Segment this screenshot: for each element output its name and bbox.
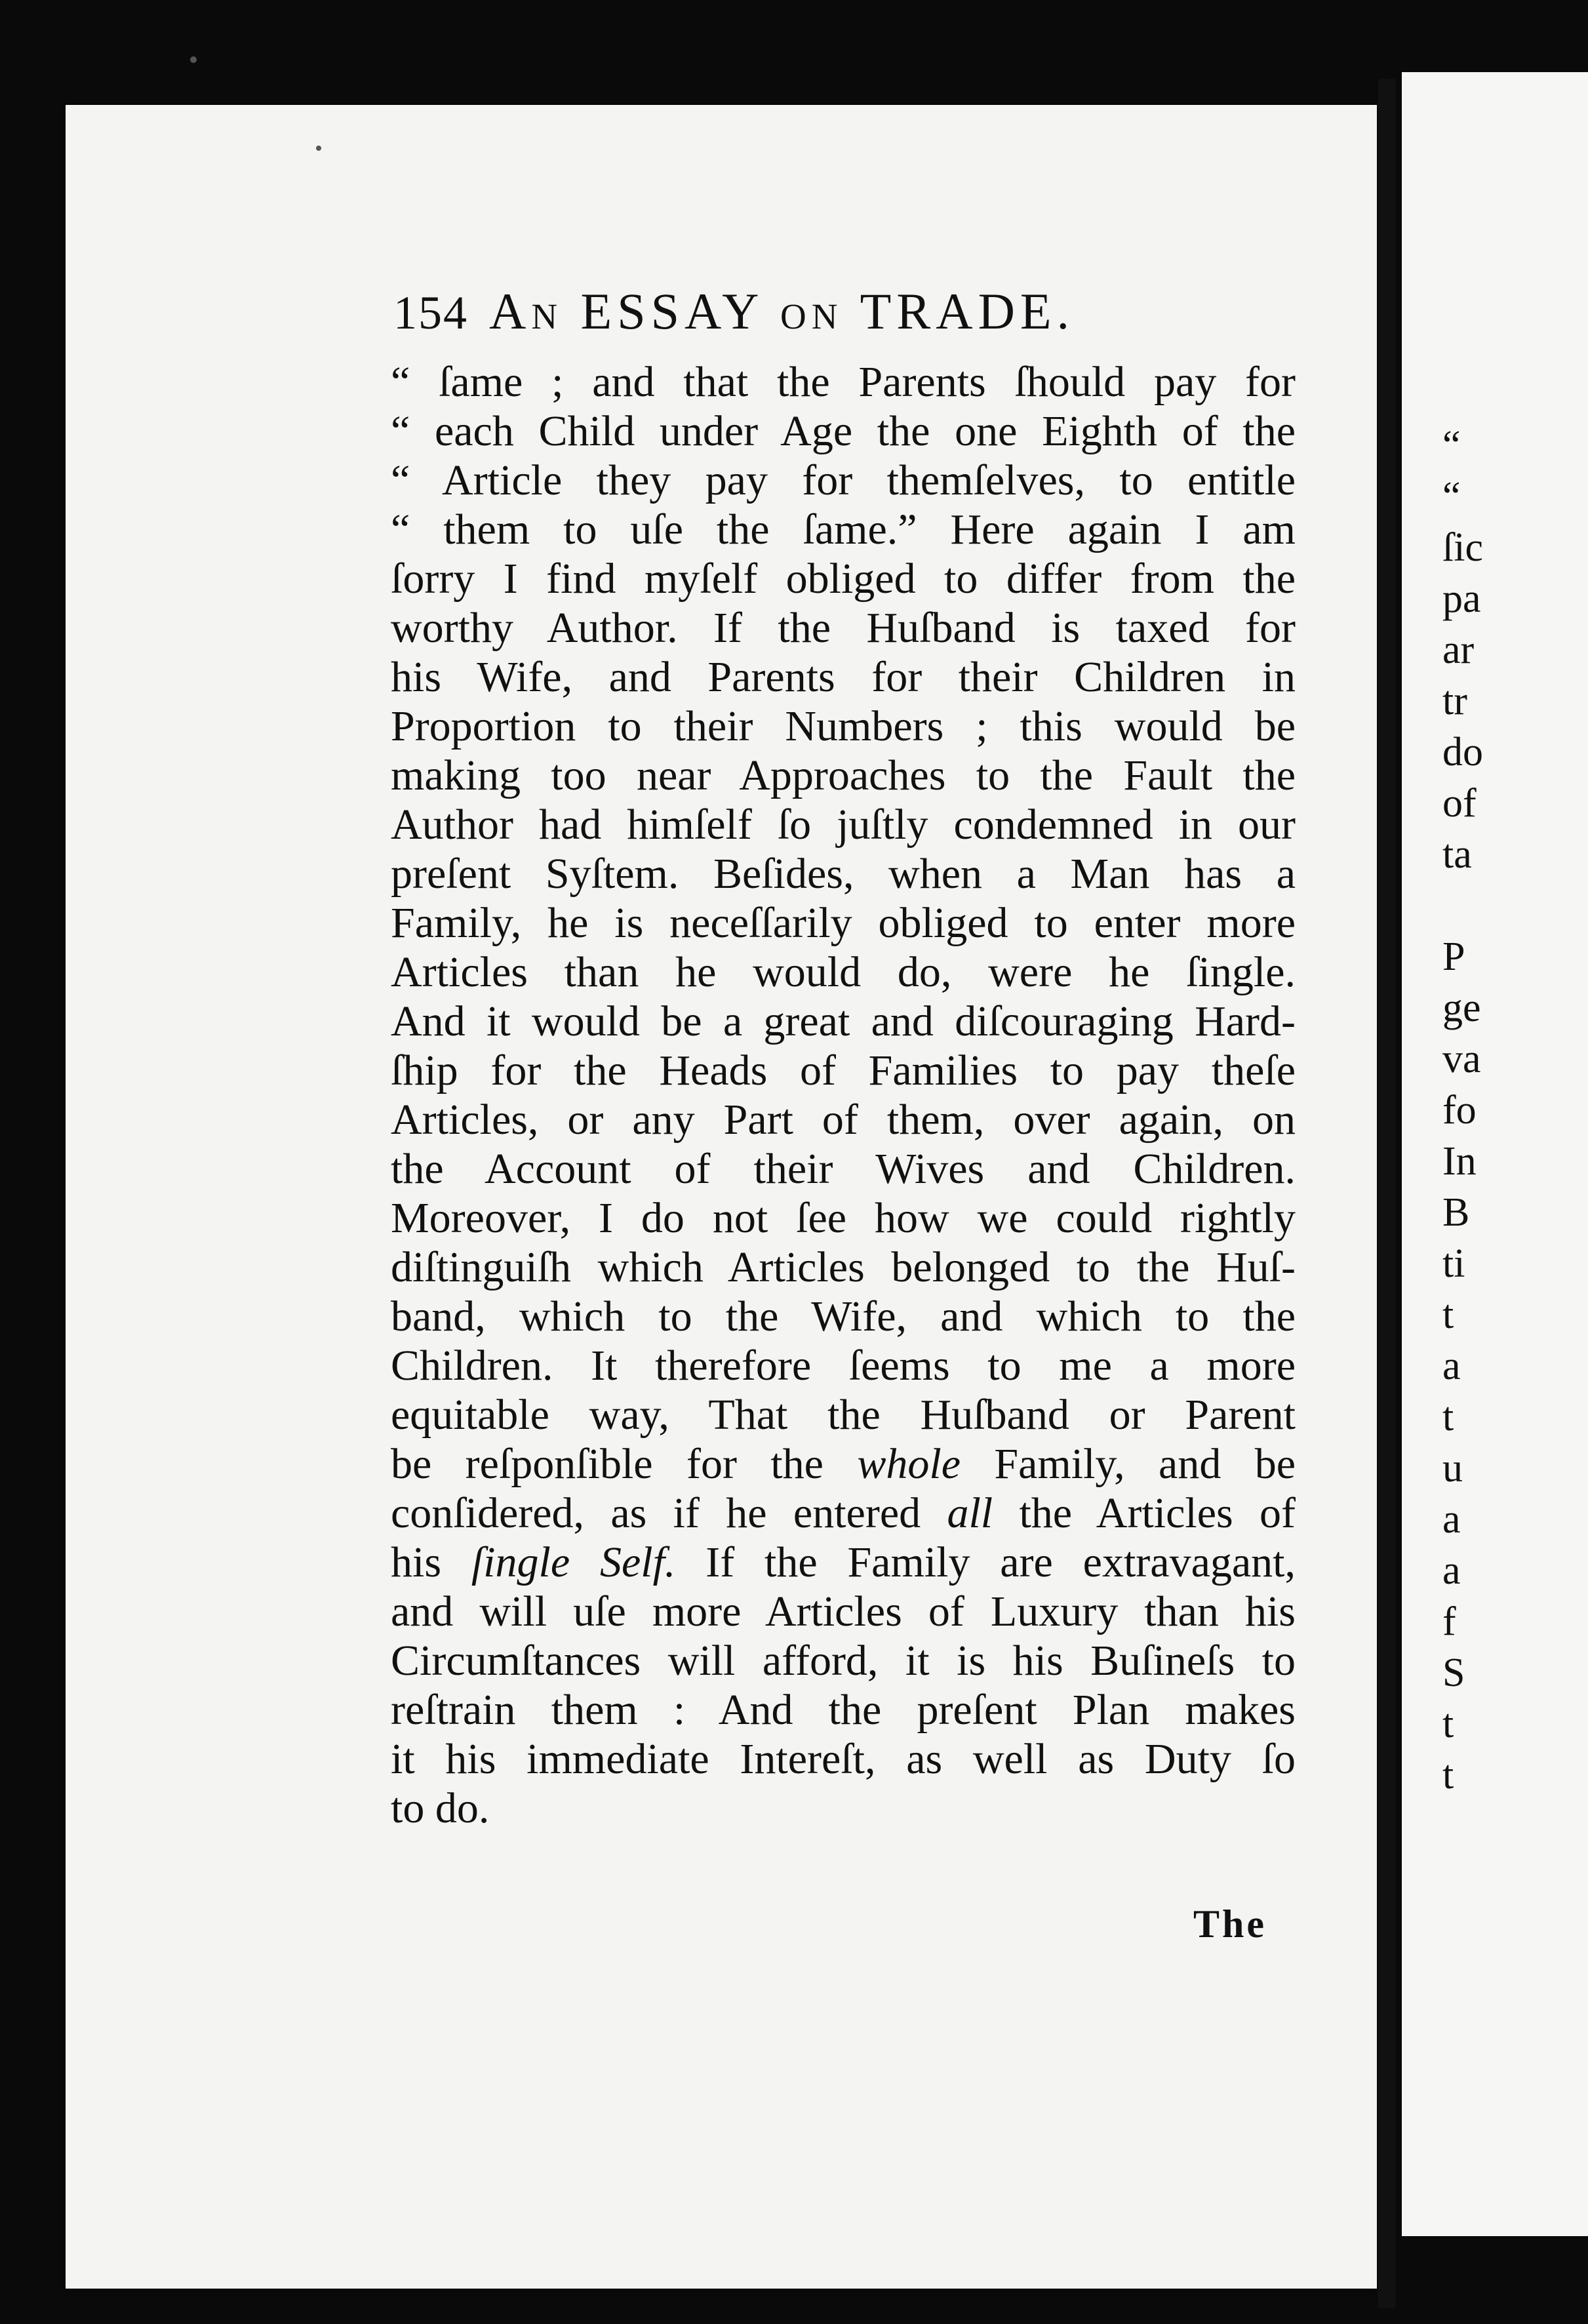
- text-line: making too near Approaches to the Fault the: [391, 751, 1296, 799]
- text-line: worthy Author. If the Huſband is taxed for: [391, 604, 1296, 652]
- running-head: [393, 282, 1311, 341]
- text-line: diſtinguiſh which Articles belonged to the Huſ-: [391, 1243, 1296, 1291]
- facing-page-fragment: “: [1442, 474, 1461, 519]
- facing-page-fragment: pa: [1442, 576, 1481, 621]
- text-line: his ſingle Self. If the Family are extravagant,: [391, 1538, 1296, 1586]
- facing-page-fragment: S: [1442, 1651, 1465, 1695]
- text-line: Author had himſelf ſo juſtly condemned in our: [391, 801, 1296, 849]
- catchword: The: [1193, 1902, 1267, 1946]
- text-line: his Wife, and Parents for their Children in: [391, 653, 1296, 701]
- text-line: it his immediate Intereſt, as well as Duty ſo: [391, 1735, 1296, 1783]
- facing-page-fragment: ge: [1442, 986, 1481, 1030]
- facing-page-fragment: ſic: [1442, 525, 1483, 570]
- text-line: “ ſame ; and that the Parents ſhould pay for: [391, 358, 1296, 406]
- text-line: Articles than he would do, were he ſingle.: [391, 948, 1296, 996]
- facing-page-fragment: t: [1442, 1753, 1454, 1797]
- text-line: Proportion to their Numbers ; this would be: [391, 702, 1296, 750]
- text-line: And it would be a great and diſcouraging Hard-: [391, 997, 1296, 1045]
- facing-page-fragment: a: [1442, 1497, 1461, 1542]
- facing-page-fragment: ti: [1442, 1241, 1465, 1286]
- text-line: ſhip for the Heads of Families to pay theſe: [391, 1047, 1296, 1094]
- facing-page-fragments: [1442, 420, 1588, 1801]
- facing-page-fragment: of: [1442, 781, 1477, 826]
- text-line: Circumſtances will afford, it is his Buſineſs to: [391, 1637, 1296, 1685]
- text-line: ſorry I find myſelf obliged to differ from the: [391, 555, 1296, 603]
- facing-page-fragment: B: [1442, 1190, 1470, 1235]
- text-line: conſidered, as if he entered all the Articles of: [391, 1489, 1296, 1537]
- facing-page-fragment: t: [1442, 1395, 1454, 1439]
- text-line: Articles, or any Part of them, over again, on: [391, 1096, 1296, 1144]
- facing-page-fragment: a: [1442, 1344, 1461, 1388]
- text-line: and will uſe more Articles of Luxury than his: [391, 1588, 1296, 1635]
- text-line: “ Article they pay for themſelves, to entitle: [391, 456, 1296, 504]
- facing-page-fragment: ar: [1442, 628, 1475, 672]
- text-line: Family, he is neceſſarily obliged to enter more: [391, 899, 1296, 947]
- text-line: “ each Child under Age the one Eighth of the: [391, 407, 1296, 455]
- facing-page-fragment: a: [1442, 1548, 1461, 1593]
- facing-page-fragment: t: [1442, 1702, 1454, 1746]
- text-line: Children. It therefore ſeems to me a more: [391, 1342, 1296, 1390]
- facing-page-fragment: f: [1442, 1599, 1456, 1644]
- text-line: “ them to uſe the ſame.” Here again I am: [391, 506, 1296, 553]
- text-line: preſent Syſtem. Beſides, when a Man has a: [391, 850, 1296, 898]
- running-title: An ESSAY on TRADE.: [489, 283, 1075, 340]
- text-line: Moreover, I do not ſee how we could rightly: [391, 1194, 1296, 1242]
- facing-page-fragment: fo: [1442, 1088, 1477, 1132]
- text-line: to do.: [391, 1784, 490, 1832]
- facing-page-fragment: va: [1442, 1037, 1481, 1081]
- facing-page-fragment: do: [1442, 730, 1483, 774]
- body-text: [391, 357, 1296, 1833]
- facing-page-fragment: P: [1442, 934, 1465, 979]
- facing-page-fragment: ta: [1442, 832, 1472, 877]
- facing-page-fragment: t: [1442, 1292, 1454, 1337]
- facing-page-fragment: In: [1442, 1139, 1477, 1184]
- text-line: equitable way, That the Huſband or Parent: [391, 1391, 1296, 1439]
- facing-page-fragment: [1442, 880, 1588, 931]
- facing-page-fragment: “: [1442, 423, 1461, 468]
- dust-speck: [190, 56, 197, 63]
- text-line: band, which to the Wife, and which to the: [391, 1292, 1296, 1340]
- text-line: the Account of their Wives and Children.: [391, 1145, 1296, 1193]
- text-line: reſtrain them : And the preſent Plan makes: [391, 1686, 1296, 1734]
- dust-speck: [316, 146, 321, 151]
- facing-page-fragment: tr: [1442, 679, 1467, 723]
- text-line: be reſponſible for the whole Family, and be: [391, 1440, 1296, 1488]
- page-number: 154: [393, 287, 468, 339]
- facing-page-fragment: u: [1442, 1446, 1463, 1491]
- book-gutter: [1378, 79, 1395, 2308]
